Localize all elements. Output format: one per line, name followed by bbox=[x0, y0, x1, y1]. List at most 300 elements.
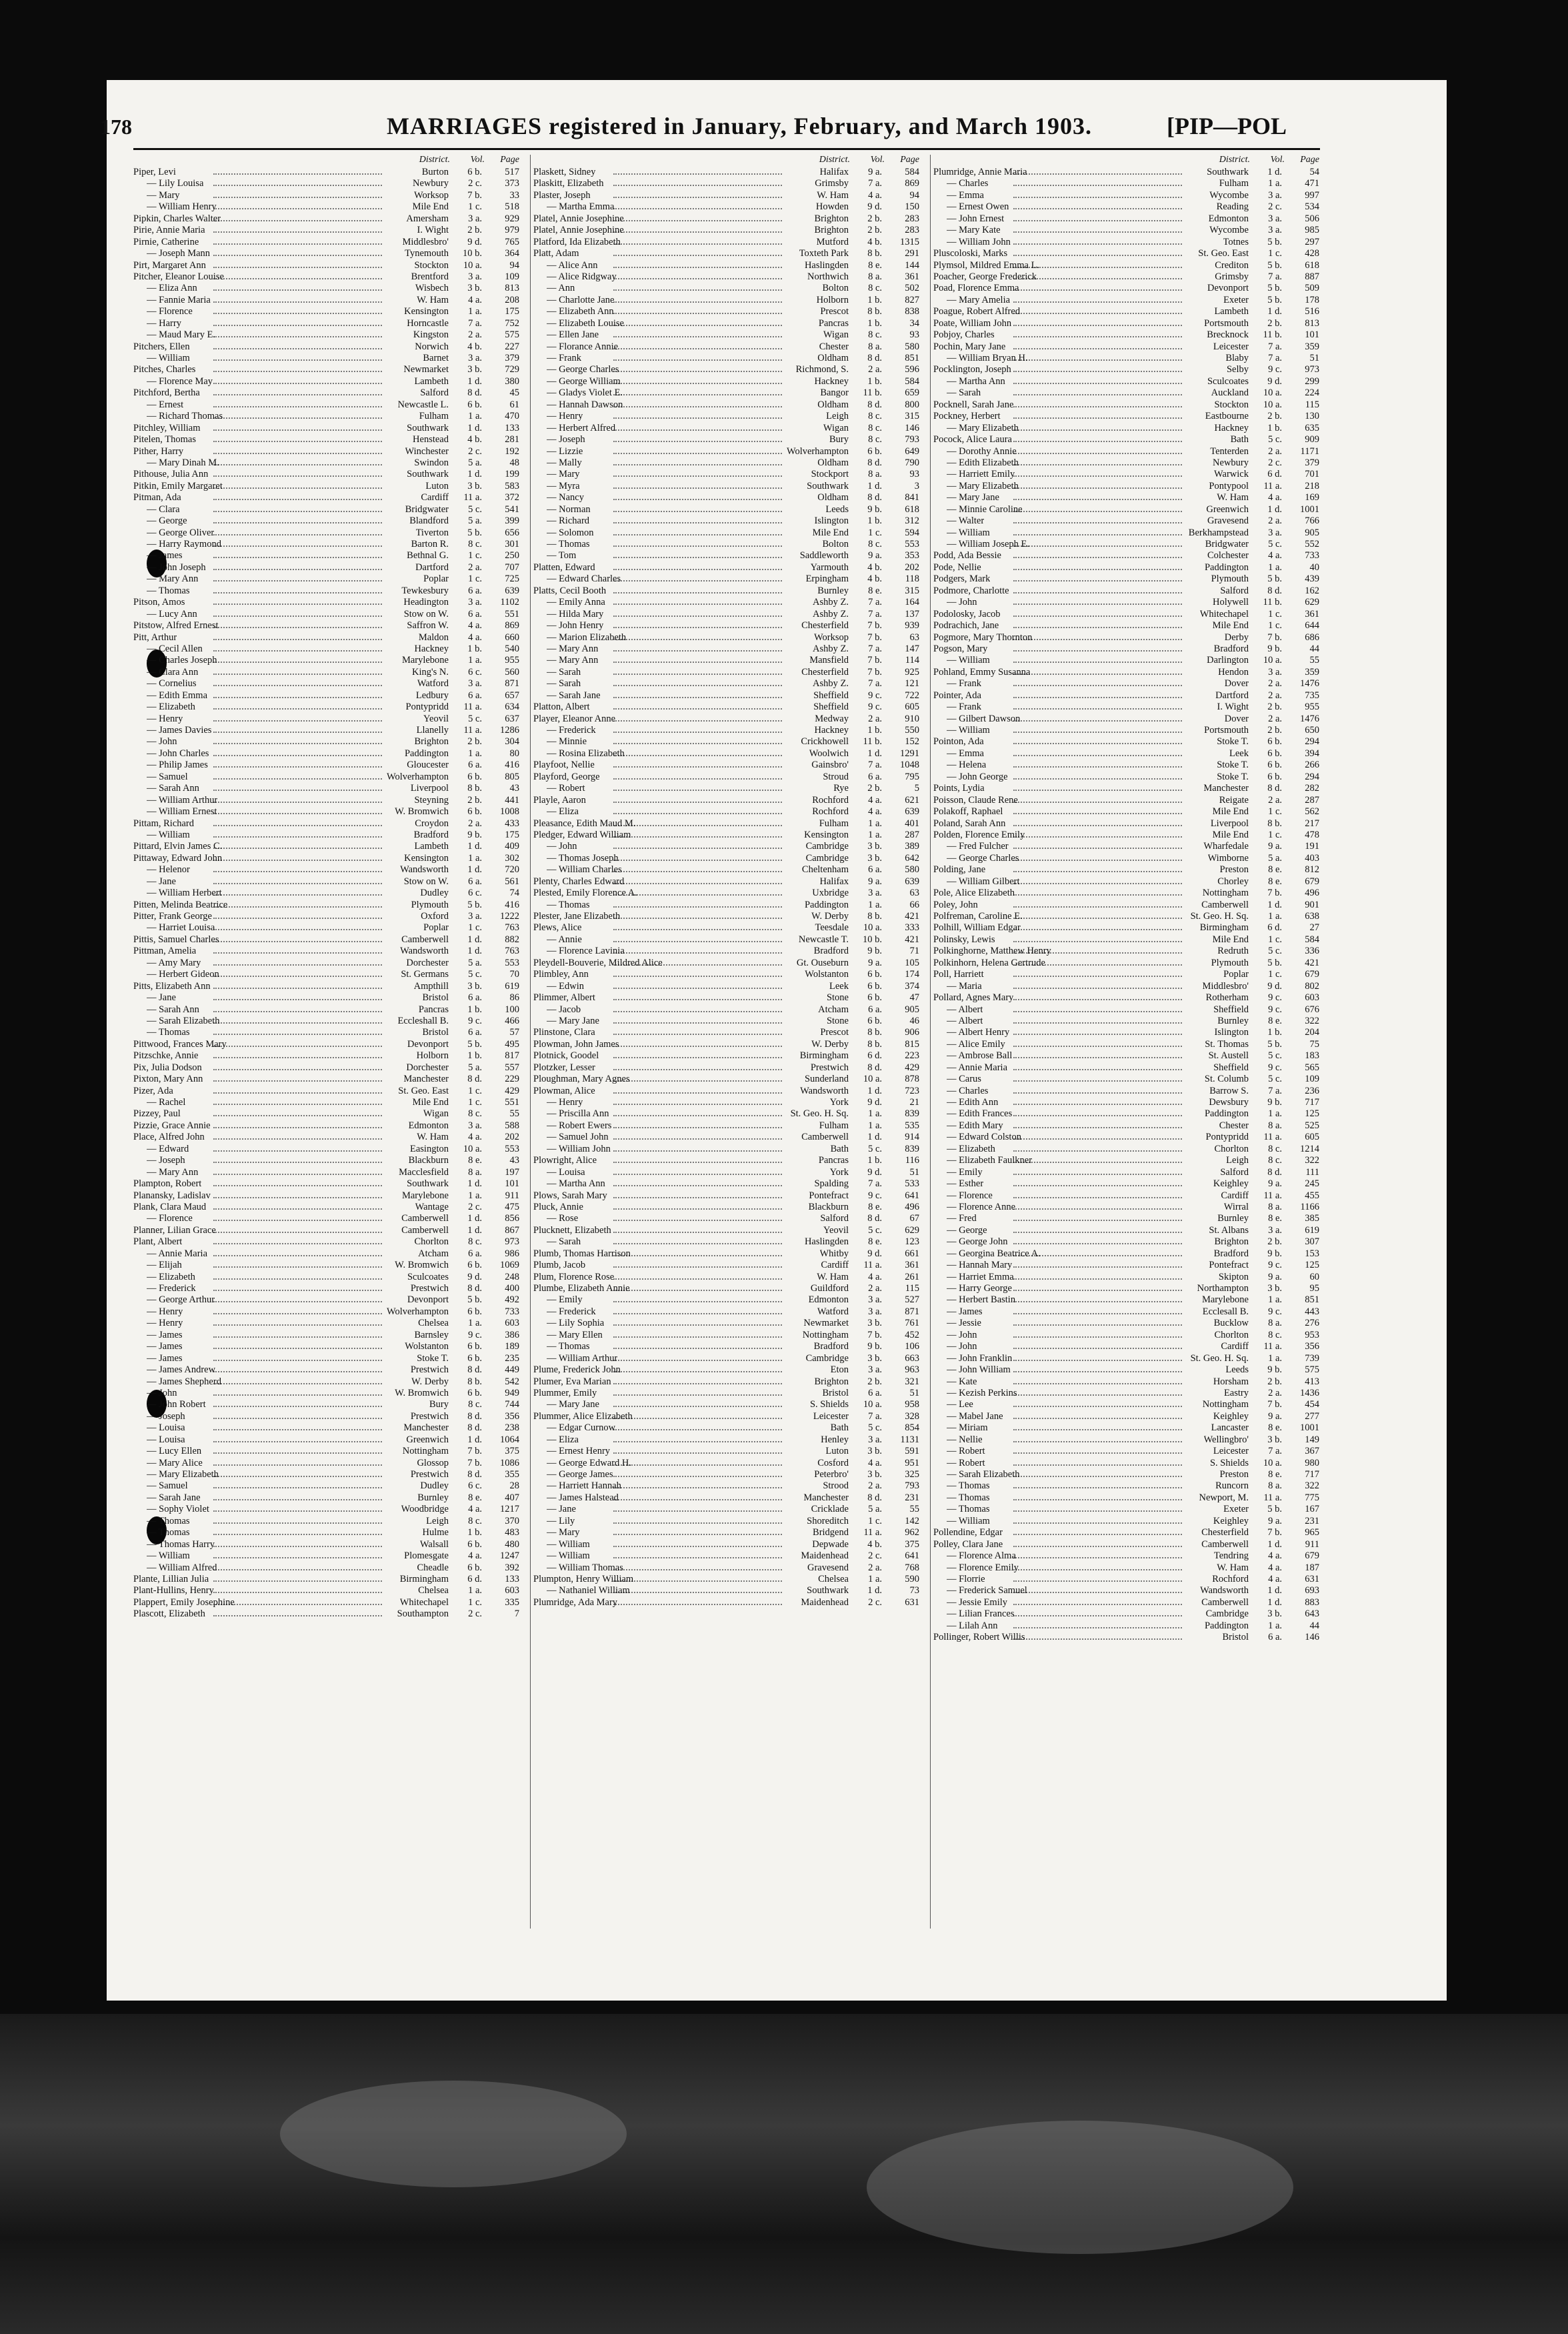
index-entry bbox=[933, 992, 1323, 1004]
entry-district: Wycombe bbox=[1209, 225, 1249, 236]
entry-page: 229 bbox=[505, 1074, 519, 1085]
entry-volume: 10 a. bbox=[863, 922, 882, 934]
index-entry bbox=[133, 667, 523, 678]
index-entry bbox=[133, 1272, 523, 1283]
leader-dots bbox=[213, 848, 382, 849]
entry-volume: 1 a. bbox=[868, 829, 882, 840]
leader-dots bbox=[213, 208, 382, 209]
entry-volume: 6 a. bbox=[1268, 1632, 1282, 1643]
entry-page: 851 bbox=[1305, 1294, 1319, 1306]
entry-district: Newmarket bbox=[803, 1318, 849, 1329]
entry-page: 441 bbox=[505, 794, 519, 806]
entry-name: Plant-Hullins, Henry bbox=[133, 1585, 214, 1596]
entry-name: — Charles bbox=[947, 1085, 989, 1096]
entry-name: Plows, Sarah Mary bbox=[533, 1190, 607, 1201]
index-entry bbox=[133, 1225, 523, 1236]
entry-page: 506 bbox=[1305, 213, 1319, 224]
index-entry bbox=[133, 550, 523, 561]
entry-name: Pollendine, Edgar bbox=[933, 1527, 1003, 1538]
leader-dots bbox=[613, 1522, 782, 1524]
leader-dots bbox=[613, 743, 782, 744]
entry-page: 815 bbox=[905, 1038, 919, 1050]
index-entry bbox=[533, 1330, 923, 1341]
leader-dots bbox=[1013, 1313, 1182, 1314]
index-entry bbox=[133, 1306, 523, 1318]
entry-district: Salford bbox=[1220, 1166, 1249, 1178]
entry-page: 1286 bbox=[500, 725, 519, 736]
entry-volume: 1 c. bbox=[468, 201, 482, 213]
entry-volume: 8 e. bbox=[868, 1236, 882, 1248]
entry-name: — Florence Lavinia bbox=[547, 946, 625, 957]
entry-name: Poague, Robert Alfred bbox=[933, 306, 1021, 317]
entry-name: Pointer, Ada bbox=[933, 690, 981, 701]
entry-volume: 1 b. bbox=[467, 643, 482, 654]
entry-district: Bath bbox=[830, 1143, 849, 1154]
index-entry bbox=[533, 667, 923, 678]
index-entry bbox=[133, 341, 523, 353]
index-entry bbox=[933, 573, 1323, 585]
entry-district: Leigh bbox=[826, 411, 849, 422]
entry-volume: 6 d. bbox=[1267, 469, 1282, 480]
leader-dots bbox=[613, 1255, 782, 1256]
entry-page: 191 bbox=[1305, 841, 1319, 852]
leader-dots bbox=[213, 336, 382, 337]
leader-dots bbox=[213, 906, 382, 908]
index-entry bbox=[133, 190, 523, 201]
entry-district: Edmonton bbox=[808, 1294, 849, 1306]
entry-district: Sculcoates bbox=[1207, 375, 1249, 387]
entry-district: Bolton bbox=[822, 539, 849, 549]
entry-district: W. Ham bbox=[1217, 492, 1249, 503]
leader-dots bbox=[613, 406, 782, 407]
index-entry bbox=[933, 1399, 1323, 1410]
index-entry bbox=[133, 306, 523, 317]
index-entry bbox=[933, 772, 1323, 783]
index-entry bbox=[933, 318, 1323, 329]
entry-page: 965 bbox=[1305, 1527, 1319, 1538]
index-entry bbox=[533, 736, 923, 748]
index-entry bbox=[133, 1190, 523, 1202]
entry-page: 733 bbox=[1305, 550, 1319, 561]
entry-page: 287 bbox=[905, 829, 919, 840]
index-entry bbox=[533, 1516, 923, 1527]
entry-district: Maldon bbox=[418, 632, 449, 643]
entry-name: — Florence Alma bbox=[947, 1550, 1016, 1562]
index-entry bbox=[133, 864, 523, 876]
entry-name: — Joseph Mann bbox=[147, 248, 211, 259]
entry-page: 101 bbox=[505, 1178, 519, 1190]
entry-district: Fulham bbox=[819, 818, 849, 829]
entry-name: — Edith Mary bbox=[947, 1120, 1003, 1131]
entry-district: Plymouth bbox=[1211, 957, 1249, 968]
entry-page: 315 bbox=[905, 585, 919, 596]
index-entry bbox=[533, 1167, 923, 1178]
leader-dots bbox=[613, 1127, 782, 1128]
entry-name: Pitchford, Bertha bbox=[133, 387, 200, 399]
entry-name: — William Bryan H. bbox=[947, 353, 1028, 363]
entry-page: 367 bbox=[1305, 1446, 1319, 1457]
leader-dots bbox=[213, 627, 382, 628]
leader-dots bbox=[213, 1464, 382, 1466]
index-entry bbox=[533, 213, 923, 225]
entry-district: Stow on W. bbox=[403, 608, 449, 620]
column-header bbox=[533, 155, 923, 167]
entry-name: — John Henry bbox=[547, 620, 604, 632]
leader-dots bbox=[213, 743, 382, 744]
index-entry bbox=[933, 1039, 1323, 1050]
entry-name: — William Thomas bbox=[547, 1562, 623, 1573]
leader-dots bbox=[213, 1313, 382, 1314]
entry-page: 379 bbox=[1305, 457, 1319, 468]
leader-dots bbox=[213, 860, 382, 861]
entry-name: — Priscilla Ann bbox=[547, 1108, 609, 1120]
entry-name: — John Franklin bbox=[947, 1352, 1013, 1364]
entry-volume: 8 e. bbox=[868, 259, 882, 271]
entry-volume: 5 b. bbox=[1267, 1504, 1282, 1515]
index-entry bbox=[533, 922, 923, 934]
entry-page: 93 bbox=[909, 469, 919, 480]
entry-page: 1001 bbox=[1300, 503, 1319, 515]
entry-volume: 3 b. bbox=[867, 1446, 882, 1457]
leader-dots bbox=[213, 1080, 382, 1082]
entry-page: 315 bbox=[905, 411, 919, 422]
entry-district: Bethnal G. bbox=[407, 550, 449, 561]
entry-name: — William bbox=[547, 1550, 590, 1562]
entry-district: Chesterfield bbox=[1201, 1527, 1249, 1538]
entry-name: Platts, Cecil Booth bbox=[533, 585, 607, 596]
entry-name: Plews, Alice bbox=[533, 922, 582, 934]
index-entry bbox=[933, 969, 1323, 980]
leader-dots bbox=[613, 778, 782, 780]
entry-volume: 3 a. bbox=[468, 597, 482, 608]
entry-volume: 7 b. bbox=[867, 1329, 882, 1340]
index-entry bbox=[533, 1480, 923, 1492]
entry-district: Colchester bbox=[1207, 550, 1249, 561]
entry-volume: 1 d. bbox=[1267, 306, 1282, 317]
leader-dots bbox=[613, 569, 782, 570]
district-heading: District. bbox=[419, 155, 450, 165]
entry-volume: 1 c. bbox=[1268, 248, 1282, 259]
entry-district: Strood bbox=[823, 1480, 849, 1492]
index-entry bbox=[933, 1539, 1323, 1550]
entry-name: — Emily bbox=[547, 1294, 583, 1306]
leader-dots bbox=[1013, 766, 1182, 768]
entry-page: 74 bbox=[509, 888, 519, 899]
index-entry bbox=[933, 434, 1323, 445]
leader-dots bbox=[1013, 941, 1182, 942]
leader-dots bbox=[1013, 825, 1182, 826]
entry-volume: 7 b. bbox=[1267, 632, 1282, 643]
index-column-3 bbox=[933, 155, 1323, 1644]
index-entry bbox=[933, 900, 1323, 911]
leader-dots bbox=[1013, 325, 1182, 326]
entry-name: — Rose bbox=[547, 1213, 579, 1224]
entry-name: — William bbox=[147, 1550, 190, 1562]
index-entry bbox=[533, 434, 923, 445]
entry-district: Lambeth bbox=[414, 841, 449, 852]
entry-page: 955 bbox=[1305, 702, 1319, 713]
entry-page: 901 bbox=[1305, 899, 1319, 910]
index-entry bbox=[133, 946, 523, 957]
entry-page: 551 bbox=[505, 608, 519, 620]
entry-name: Pledger, Edward William bbox=[533, 829, 631, 840]
entry-page: 223 bbox=[905, 1050, 919, 1062]
entry-page: 227 bbox=[505, 341, 519, 352]
entry-page: 403 bbox=[1305, 852, 1319, 864]
leader-dots bbox=[213, 1185, 382, 1186]
leader-dots bbox=[1013, 1383, 1182, 1384]
entry-page: 146 bbox=[1305, 1632, 1319, 1643]
entry-district: Howden bbox=[815, 201, 849, 213]
leader-dots bbox=[1013, 929, 1182, 930]
leader-dots bbox=[613, 639, 782, 640]
entry-page: 496 bbox=[1305, 888, 1319, 899]
entry-volume: 5 b. bbox=[467, 899, 482, 910]
index-entry bbox=[133, 1330, 523, 1341]
leader-dots bbox=[213, 487, 382, 489]
leader-dots bbox=[613, 475, 782, 477]
entry-volume: 10 a. bbox=[463, 259, 482, 271]
entry-district: Barnet bbox=[423, 353, 449, 363]
leader-dots bbox=[613, 1092, 782, 1094]
leader-dots bbox=[213, 1604, 382, 1605]
index-entry bbox=[533, 876, 923, 888]
entry-page: 322 bbox=[1305, 1015, 1319, 1026]
entry-name: — Helena bbox=[947, 760, 987, 771]
leader-dots bbox=[613, 208, 782, 209]
entry-name: — John Charles bbox=[147, 748, 209, 759]
entry-name: — James Shepherd bbox=[147, 1376, 221, 1387]
entry-district: Wigan bbox=[823, 329, 849, 341]
leader-dots bbox=[613, 511, 782, 512]
leader-dots bbox=[1013, 1115, 1182, 1116]
entry-volume: 11 b. bbox=[1263, 329, 1282, 341]
entry-volume: 7 b. bbox=[867, 666, 882, 678]
entry-page: 541 bbox=[505, 503, 519, 515]
leader-dots bbox=[213, 185, 382, 186]
index-entry bbox=[933, 1330, 1323, 1341]
leader-dots bbox=[613, 1104, 782, 1105]
leader-dots bbox=[1013, 1348, 1182, 1349]
entry-volume: 5 c. bbox=[1268, 539, 1282, 549]
index-entry bbox=[933, 714, 1323, 725]
entry-district: Gloucester bbox=[407, 760, 449, 771]
index-entry bbox=[133, 1086, 523, 1097]
leader-dots bbox=[613, 802, 782, 803]
entry-name: Pluck, Annie bbox=[533, 1201, 583, 1212]
entry-page: 638 bbox=[1305, 911, 1319, 922]
leader-dots bbox=[1013, 988, 1182, 989]
entry-district: Macclesfield bbox=[399, 1166, 449, 1178]
leader-dots bbox=[613, 999, 782, 1000]
leader-dots bbox=[613, 1394, 782, 1396]
index-entry bbox=[933, 1225, 1323, 1236]
entry-volume: 4 a. bbox=[868, 806, 882, 818]
entry-page: 325 bbox=[905, 1469, 919, 1480]
entry-page: 454 bbox=[1305, 1399, 1319, 1410]
leader-dots bbox=[1013, 1069, 1182, 1070]
district-heading: District. bbox=[819, 155, 850, 165]
entry-volume: 1 a. bbox=[1268, 561, 1282, 573]
index-entry bbox=[133, 981, 523, 992]
entry-district: Chorlton bbox=[1214, 1143, 1249, 1154]
index-entry bbox=[133, 795, 523, 806]
leader-dots bbox=[613, 1569, 782, 1570]
entry-volume: 3 b. bbox=[867, 841, 882, 852]
entry-district: Mile End bbox=[1212, 934, 1249, 945]
entry-district: S. Shields bbox=[809, 1399, 849, 1410]
entry-name: — William John bbox=[947, 236, 1011, 247]
entry-district: Camberwell bbox=[1201, 1596, 1249, 1608]
entry-name: — Mary Jane bbox=[547, 1015, 599, 1026]
entry-name: — Frederick Samuel bbox=[947, 1585, 1027, 1596]
entry-district: Paddington bbox=[1204, 1620, 1249, 1631]
page-heading: Page bbox=[500, 155, 519, 165]
entry-volume: 3 a. bbox=[1268, 666, 1282, 678]
entry-name: Poley, John bbox=[933, 899, 978, 910]
entry-district: Prestwich bbox=[810, 1062, 849, 1073]
leader-dots bbox=[613, 952, 782, 954]
leader-dots bbox=[1013, 616, 1182, 617]
leader-dots bbox=[213, 231, 382, 233]
entry-page: 650 bbox=[1305, 725, 1319, 736]
entry-volume: 5 b. bbox=[467, 1294, 482, 1306]
entry-volume: 6 c. bbox=[468, 888, 482, 899]
leader-dots bbox=[613, 1546, 782, 1547]
entry-page: 386 bbox=[505, 1329, 519, 1340]
entry-volume: 8 c. bbox=[1268, 1329, 1282, 1340]
entry-volume: 8 d. bbox=[867, 1213, 882, 1224]
leader-dots bbox=[613, 685, 782, 686]
leader-dots bbox=[1013, 569, 1182, 570]
entry-volume: 1 d. bbox=[1267, 503, 1282, 515]
index-entry bbox=[133, 1016, 523, 1027]
entry-page: 639 bbox=[505, 585, 519, 596]
index-entry bbox=[533, 1376, 923, 1388]
leader-dots bbox=[213, 1290, 382, 1291]
index-entry bbox=[933, 795, 1323, 806]
entry-volume: 11 b. bbox=[863, 736, 882, 748]
leader-dots bbox=[1013, 790, 1182, 791]
entry-volume: 8 e. bbox=[1268, 1015, 1282, 1026]
index-entry bbox=[133, 1260, 523, 1271]
entry-district: Auckland bbox=[1211, 387, 1249, 399]
leader-dots bbox=[613, 941, 782, 942]
entry-district: Manchester bbox=[403, 1422, 449, 1434]
index-entry bbox=[133, 783, 523, 794]
entry-name: — Robert bbox=[547, 783, 585, 794]
leader-dots bbox=[1013, 650, 1182, 652]
entry-page: 1217 bbox=[500, 1504, 519, 1515]
entry-district: Plymouth bbox=[411, 899, 449, 910]
entry-page: 375 bbox=[905, 1538, 919, 1550]
entry-name: — Elizabeth Faulkner bbox=[947, 1155, 1033, 1166]
index-entry bbox=[933, 550, 1323, 561]
entry-district: York bbox=[829, 1166, 849, 1178]
index-entry bbox=[933, 1550, 1323, 1562]
index-entry bbox=[533, 1016, 923, 1027]
entry-page: 125 bbox=[1305, 1260, 1319, 1271]
entry-name: — Frederick bbox=[547, 1306, 596, 1317]
entry-page: 693 bbox=[1305, 1585, 1319, 1596]
entry-district: Salford bbox=[1220, 585, 1249, 596]
index-entry bbox=[533, 1213, 923, 1224]
entry-name: — Sarah bbox=[547, 1236, 581, 1248]
entry-page: 43 bbox=[509, 1155, 519, 1166]
entry-page: 955 bbox=[505, 655, 519, 666]
entry-page: 793 bbox=[905, 434, 919, 445]
index-entry bbox=[933, 1353, 1323, 1364]
index-entry bbox=[533, 714, 923, 725]
entry-page: 175 bbox=[505, 306, 519, 317]
entry-district: Wolverhampton bbox=[386, 771, 449, 782]
entry-district: Exeter bbox=[1223, 294, 1249, 305]
entry-district: Cambridge bbox=[1205, 1608, 1249, 1620]
index-entry bbox=[133, 1364, 523, 1376]
entry-name: — Charlotte Jane bbox=[547, 294, 615, 305]
entry-page: 509 bbox=[1305, 283, 1319, 294]
entry-page: 294 bbox=[1305, 736, 1319, 748]
entry-page: 1001 bbox=[1300, 1422, 1319, 1434]
entry-name: Plowman, Alice bbox=[533, 1085, 595, 1096]
index-entry bbox=[533, 725, 923, 736]
entry-page: 629 bbox=[905, 1224, 919, 1236]
index-entry bbox=[133, 876, 523, 888]
entry-district: Gt. Ouseburn bbox=[796, 957, 849, 968]
entry-volume: 7 a. bbox=[1268, 271, 1282, 282]
entry-district: Ashby Z. bbox=[813, 643, 849, 654]
entry-district: Headington bbox=[403, 597, 449, 608]
entry-page: 905 bbox=[1305, 527, 1319, 538]
leader-dots bbox=[213, 616, 382, 617]
entry-district: Woodbridge bbox=[401, 1504, 449, 1515]
entry-district: Cardiff bbox=[1221, 1190, 1249, 1201]
entry-volume: 1 b. bbox=[867, 294, 882, 305]
entry-page: 584 bbox=[1305, 934, 1319, 945]
entry-page: 416 bbox=[505, 899, 519, 910]
entry-volume: 3 a. bbox=[1268, 213, 1282, 224]
leader-dots bbox=[613, 173, 782, 175]
entry-district: Erpingham bbox=[805, 573, 849, 585]
entry-district: Rye bbox=[833, 783, 849, 794]
entry-volume: 9 d. bbox=[1267, 375, 1282, 387]
index-entry bbox=[133, 457, 523, 469]
entry-volume: 3 b. bbox=[867, 852, 882, 864]
entry-page: 817 bbox=[505, 1050, 519, 1062]
leader-dots bbox=[213, 1324, 382, 1326]
index-entry bbox=[133, 609, 523, 620]
entry-volume: 4 a. bbox=[1268, 1550, 1282, 1562]
entry-volume: 7 a. bbox=[868, 597, 882, 608]
entry-district: Marylebone bbox=[1201, 1294, 1249, 1306]
entry-page: 276 bbox=[1305, 1318, 1319, 1329]
entry-district: Ashby Z. bbox=[813, 678, 849, 690]
entry-district: Brighton bbox=[814, 225, 849, 236]
entry-page: 534 bbox=[1305, 201, 1319, 213]
leader-dots bbox=[213, 1557, 382, 1558]
column-header bbox=[933, 155, 1323, 167]
entry-district: Fulham bbox=[419, 411, 449, 422]
leader-dots bbox=[613, 267, 782, 268]
entry-name: Plante, Lillian Julia bbox=[133, 1573, 209, 1584]
entry-name: — James bbox=[147, 1352, 183, 1364]
entry-page: 336 bbox=[1305, 946, 1319, 957]
entry-volume: 1 a. bbox=[1268, 1294, 1282, 1306]
entry-volume: 1 c. bbox=[1268, 969, 1282, 980]
index-entry bbox=[133, 934, 523, 946]
entry-name: — Mary Alice bbox=[147, 1457, 203, 1468]
entry-page: 322 bbox=[1305, 1155, 1319, 1166]
